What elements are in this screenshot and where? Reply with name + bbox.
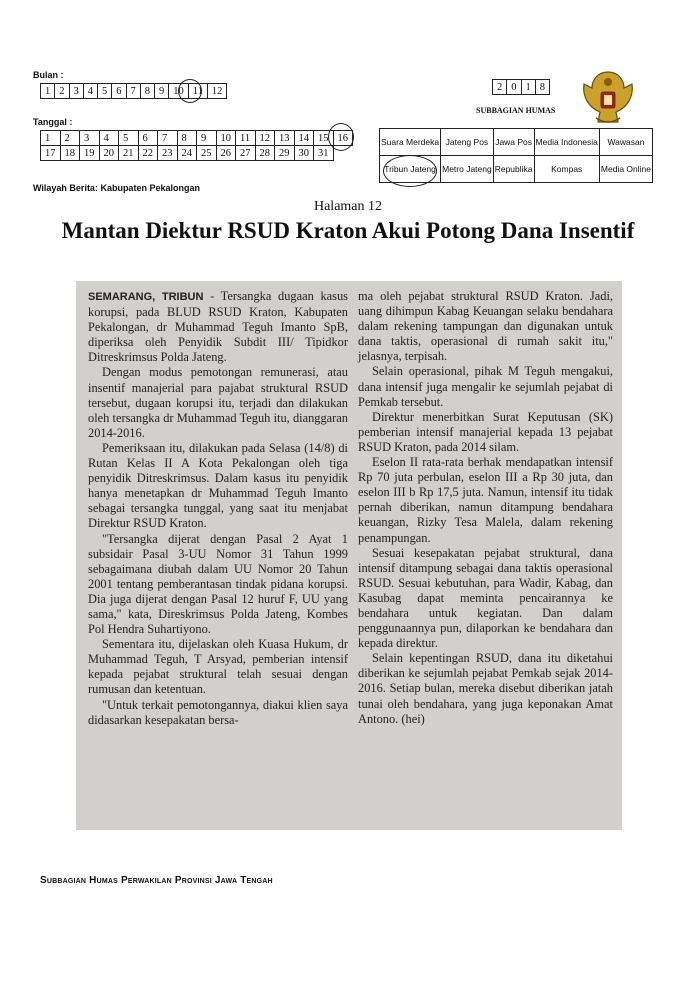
media-cell-wawasan: Wawasan bbox=[599, 129, 652, 156]
month-cell-9: 9 bbox=[155, 84, 169, 99]
media-cell-media-online: Media Online bbox=[599, 156, 652, 183]
date-cell-9: 9 bbox=[197, 131, 217, 146]
article-paragraph bbox=[358, 546, 613, 652]
date-cell-14: 14 bbox=[294, 131, 314, 146]
page-number: Halaman 12 bbox=[313, 199, 383, 214]
paragraph-text: Pemeriksaan itu, dilakukan pada Selasa (14/8) di Rutan Kelas II A Kota Pekalongan oleh tiga penyidik Ditreskrimsus. Dalam kasus itu penyidik hanya menetapkan dr Muhammad Teguh Imanto sebagai tersangka tunggal, yang saat itu menjabat Direktur RSUD Kraton. bbox=[88, 440, 348, 531]
article-paragraph bbox=[358, 455, 613, 546]
date-cell-27: 27 bbox=[236, 146, 256, 161]
article-paragraph bbox=[358, 289, 613, 364]
headline: Mantan Diektur RSUD Kraton Akui Potong Dana Insentif bbox=[61, 218, 635, 243]
month-cell-10: 10 bbox=[169, 84, 189, 99]
article-column-1 bbox=[88, 289, 348, 728]
wilayah-berita: Wilayah Berita: Kabupaten Pekalongan bbox=[33, 183, 200, 193]
article-paragraph bbox=[358, 651, 613, 726]
date-cell-25: 25 bbox=[197, 146, 217, 161]
date-cell-2: 2 bbox=[60, 131, 80, 146]
media-cell-republika: Republika bbox=[493, 156, 534, 183]
date-cell-15: 15 bbox=[314, 131, 334, 146]
article-paragraph bbox=[358, 410, 613, 455]
media-cell-suara-merdeka: Suara Merdeka bbox=[380, 129, 441, 156]
month-circle-mark bbox=[178, 79, 202, 103]
year-digit-1: 1 bbox=[521, 80, 535, 95]
article-paragraph bbox=[88, 441, 348, 532]
month-cell-6: 6 bbox=[112, 84, 126, 99]
article-paragraph bbox=[88, 698, 348, 728]
month-cell-12: 12 bbox=[207, 84, 227, 99]
paragraph-text: Direktur menerbitkan Surat Keputusan (SK) pemberian intensif manajerial kepada 13 pejabat RSUD Kraton, pada 2014 silam. bbox=[358, 409, 613, 454]
date-cell-19: 19 bbox=[80, 146, 100, 161]
article-paragraph bbox=[88, 637, 348, 697]
paragraph-text: - Tersangka dugaan kasus korupsi, pada BLUD RSUD Kraton, Kabupaten Pekalongan, dr Muhammad Teguh Imanto SpB, diperiksa oleh Penyidik Subdit III/ Tipidkor Ditreskrimsus Polda Jateng. bbox=[88, 289, 348, 365]
footer-org: Subbagian Humas Perwakilan Provinsi Jawa Tengah bbox=[40, 875, 273, 886]
date-cell-26: 26 bbox=[216, 146, 236, 161]
org-name: SUBBAGIAN HUMAS bbox=[476, 106, 556, 115]
paragraph-text: "Tersangka dijerat dengan Pasal 2 Ayat 1 subsidair Pasal 3-UU Nomor 31 Tahun 1999 sebagaimana diubah dalam UU Nomor 20 Tahun 2001 tentang pemberantasan tindak pidana korupsi. Dia juga dijerat dengan Pasal 12 huruf F, UU yang sama," kata, Direskrimsus Polda Jateng, Kombes Pol Hendra Suhartiyono. bbox=[88, 531, 348, 637]
date-cell-21: 21 bbox=[119, 146, 139, 161]
media-cell-media-indonesia: Media Indonesia bbox=[534, 129, 599, 156]
year-box bbox=[492, 79, 550, 95]
media-cell-metro-jateng: Metro Jateng bbox=[441, 156, 494, 183]
year-digit-0: 0 bbox=[507, 80, 521, 95]
month-cell-4: 4 bbox=[83, 84, 97, 99]
date-cell-5: 5 bbox=[119, 131, 139, 146]
date-cell-22: 22 bbox=[138, 146, 158, 161]
paragraph-text: ma oleh pejabat struktural RSUD Kraton. Jadi, uang dihimpun Kabag Keuangan selaku bendahara dalam rekening tampungan dan digunakan untuk dana taktis, operasional di rumah sakit itu," jelasnya, terpisah. bbox=[358, 289, 613, 364]
news-clipping bbox=[76, 281, 622, 830]
date-cell-7: 7 bbox=[158, 131, 178, 146]
garuda-emblem-icon bbox=[578, 68, 638, 128]
month-cell-1: 1 bbox=[41, 84, 55, 99]
article-paragraph bbox=[88, 365, 348, 440]
paragraph-text: Sesuai kesepakatan pejabat struktural, dana intensif ditampung sebagai dana taktis operasional RSUD. Sesuai kebutuhan, para Wadir, Kabag, dan Kasubag dapat meminta pencairannya ke bendahara untuk kegiatan. Dan dalam penggunaannya pun, dilaporkan ke bendahara dan kepada direktur. bbox=[358, 545, 613, 651]
paragraph-text: Selain operasional, pihak M Teguh mengakui, dana intensif juga mengalir ke sejumlah pejabat di Pemkab tersebut. bbox=[358, 364, 613, 409]
date-circle-mark bbox=[328, 123, 354, 151]
month-cell-3: 3 bbox=[69, 84, 83, 99]
media-circle-mark bbox=[383, 155, 437, 187]
date-cell-16: 16 bbox=[333, 131, 353, 146]
date-cell-20: 20 bbox=[99, 146, 119, 161]
media-cell-kompas: Kompas bbox=[534, 156, 599, 183]
date-cell-6: 6 bbox=[138, 131, 158, 146]
paragraph-text: "Untuk terkait pemotongannya, diakui klien saya didasarkan kesepakatan bersa- bbox=[88, 697, 348, 727]
year-digit-8: 8 bbox=[535, 80, 549, 95]
month-cell-11: 11 bbox=[188, 84, 207, 99]
article-paragraph bbox=[88, 289, 348, 365]
date-cell-30: 30 bbox=[294, 146, 314, 161]
media-cell-jawa-pos: Jawa Pos bbox=[493, 129, 534, 156]
paragraph-text: Sementara itu, dijelaskan oleh Kuasa Hukum, dr Muhammad Teguh, T Arsyad, pemberian intensif kepada pejabat struktural telah sesuai dengan rumusan dan ketentuan. bbox=[88, 637, 348, 697]
date-cell-23: 23 bbox=[158, 146, 178, 161]
article-paragraph bbox=[358, 364, 613, 409]
dateline: SEMARANG, TRIBUN bbox=[88, 291, 204, 303]
date-cell-10: 10 bbox=[216, 131, 236, 146]
date-cell-31: 31 bbox=[314, 146, 334, 161]
bulan-label: Bulan : bbox=[33, 70, 64, 80]
tanggal-label: Tanggal : bbox=[33, 117, 73, 127]
article-column-2 bbox=[358, 289, 613, 727]
date-cell-29: 29 bbox=[275, 146, 295, 161]
paragraph-text: Selain kepentingan RSUD, dana itu diketahui diberikan ke sejumlah pejabat Pemkab sejak 2014-2016. Setiap bulan, mereka disebut diberikan jatah tunai oleh bendahara, yang juga keponakan Amat Antono. (hei) bbox=[358, 651, 613, 726]
month-cell-5: 5 bbox=[98, 84, 112, 99]
date-cell-4: 4 bbox=[99, 131, 119, 146]
media-cell-jateng-pos: Jateng Pos bbox=[441, 129, 494, 156]
date-cell-12: 12 bbox=[255, 131, 275, 146]
month-cell-2: 2 bbox=[55, 84, 69, 99]
date-cell-3: 3 bbox=[80, 131, 100, 146]
date-cell-8: 8 bbox=[177, 131, 197, 146]
media-cell-tribun-jateng: Tribun Jateng bbox=[380, 156, 441, 183]
date-cell-13: 13 bbox=[275, 131, 295, 146]
date-cell-18: 18 bbox=[60, 146, 80, 161]
date-cell-17: 17 bbox=[41, 146, 61, 161]
year-digit-2: 2 bbox=[493, 80, 507, 95]
date-cell-11: 11 bbox=[236, 131, 256, 146]
date-cell-28: 28 bbox=[255, 146, 275, 161]
paragraph-text: Eselon II rata-rata berhak mendapatkan intensif Rp 70 juta perbulan, eselon III a Rp 30 juta, dan eselon III b Rp 17,5 juta. Namun, intensif itu tidak pernah diberikan, namun ditampung bendahara keuangan, Rizky Tesa Malela, dalam rekening penampungan. bbox=[358, 455, 613, 545]
month-cell-7: 7 bbox=[126, 84, 140, 99]
date-cell-1: 1 bbox=[41, 131, 61, 146]
paragraph-text: Dengan modus pemotongan remunerasi, atau insentif manajerial para pajabat struktural RSUD tersebut, dugaan korupsi itu, terjadi dan dilakukan oleh tersangka dr Muhammad Teguh itu, dianggaran 2014-2016. bbox=[88, 365, 348, 440]
date-grid bbox=[40, 130, 353, 161]
article-paragraph bbox=[88, 532, 348, 638]
month-cell-8: 8 bbox=[140, 84, 154, 99]
date-cell-24: 24 bbox=[177, 146, 197, 161]
